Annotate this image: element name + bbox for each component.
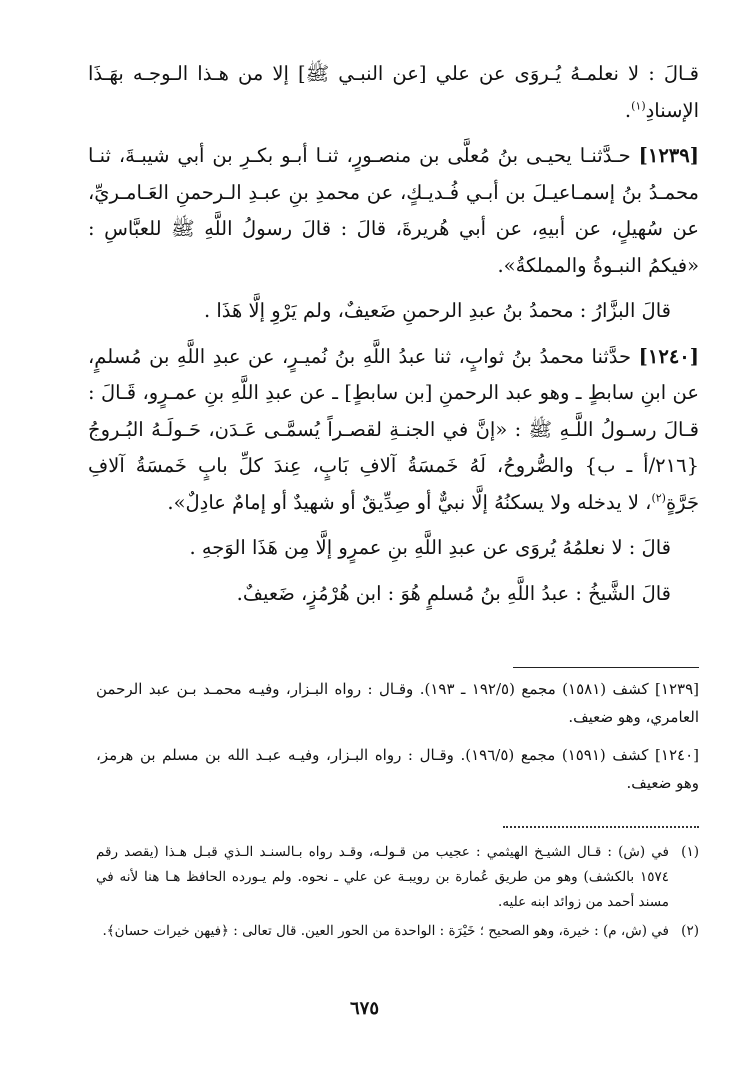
- footnote-2-text: في (ش، م) : خيرة، وهو الصحيح ؛ خَيْرَة : الواحدة من الحور العين. قال تعالى : ﴿فيهن خيرات حسان﴾.: [102, 923, 669, 939]
- footnote-1: [96, 840, 699, 915]
- takhrij-section: [96, 675, 699, 807]
- footnote-2: [96, 919, 699, 944]
- page-body: [88, 56, 699, 612]
- comment-1240: قالَ : لا نعلمُهُ يُروَى عن عبدِ اللَّهِ بنِ عمرٍو إلَّا مِن هَذَا الوَجهِ .: [189, 536, 671, 559]
- footnote-divider: [503, 826, 699, 828]
- hadith-number-1239: [١٢٣٩]: [638, 144, 699, 167]
- isnad-note-text: قـالَ : لا نعلمـهُ يُـروَى عن علي [عن النبـي ﷺ] إلا من هـذا الـوجـه بهَـذَا الإسنادِ: [88, 62, 699, 122]
- hadith-text-1239: حـدَّثنـا يحيـى بنُ مُعلَّى بن منصـورٍ، ثنـا أبـو بكـرِ بن أبي شيبـةَ، ثنـا محمـدُ بنُ إسمـاعيـلَ بن أبـي فُـديـكٍ، عن محمدِ بنِ عبـدِ الـرحمنِ العَـامـريِّ، عن سُهيلٍ، عن أبيهِ، عن أبي هُريرةَ، قالَ : قالَ رسولُ اللَّهِ ﷺ للعبَّاسِ : «فيكمُ النبـوةُ والمملكةُ».: [88, 144, 699, 277]
- footnote-2-mark: (٢): [681, 923, 699, 939]
- hadith-number-1240: [١٢٤٠]: [638, 344, 700, 368]
- hadith-text-1240: حدَّثنا محمدُ بنُ ثوابٍ، ثنا عبدُ اللَّهِ بنُ نُميـرٍ، عن عبدِ اللَّهِ بن مُسلمٍ، عن ابنِ سابطٍ ـ وهو عبد الرحمنِ [بن سابطٍ] ـ عن عبدِ اللَّهِ بنِ عمـرٍو، قَـالَ : قـالَ رسـولُ اللَّـهِ ﷺ : «إنَّ في الجنـةِ لقصـراً يُسمَّـى عَـدَن، حَـولَـهُ البُـروجُ {٢١٦/أ ـ ب} والصُّروحُ، لَهُ خَمسَةُ آلافِ بَابٍ، عِندَ كلِّ بابٍ خَمسَةُ آلافِ جَرَّةٍ: [88, 344, 699, 514]
- footnote-1-mark: (١): [681, 844, 699, 860]
- paragraph-isnad-note: [88, 56, 699, 129]
- hadith-1239: [88, 138, 699, 284]
- page-number: ٦٧٥: [349, 998, 379, 1019]
- takhrij-1239: [١٢٣٩] كشف (١٥٨١) مجمع (١٩٢/٥ ـ ١٩٣). وقـال : رواه البـزار، وفيـه محمـد بـن عبد الرحمن العامري، وهو ضعيف.: [96, 680, 699, 726]
- isnad-note-end: .: [624, 98, 632, 122]
- footnotes-section: [96, 840, 699, 948]
- hadith-1240: [88, 339, 699, 522]
- main-text: [88, 56, 699, 612]
- footnote-ref-1: (١): [631, 99, 646, 112]
- footnote-1-text: في (ش) : قـال الشيـخ الهيثمي : عجيب من قـولـه، وقـد رواه بـالسنـد الـذي قبـل هـذا (يقصد رقم ١٥٧٤ بالكشف) وهو من طريق عُمارة بن رويبـة عن علي ـ نحوه. ولم يـورده الحافظ هـا هنا لأنه في مسند أحمد من زوائد ابنه عليه.: [96, 844, 669, 910]
- footnote-ref-2: (٢): [651, 491, 666, 504]
- hadith-text-1240-end: ، لا يدخله ولا يسكنُهُ إلَّا نبيٌّ أو صِدِّيقٌ أو شهيدٌ أو إمامٌ عادِلٌ».: [167, 490, 652, 514]
- bazzar-comment-1239: قالَ البزَّارُ : محمدُ بنُ عبدِ الرحمنِ ضَعيفٌ، ولم يَرْوِ إلَّا هَذَا .: [203, 299, 671, 322]
- sheikh-comment: قالَ الشَّيخُ : عبدُ اللَّهِ بنُ مُسلمٍ هُوَ : ابن هُرْمُزٍ، ضَعيفٌ.: [236, 581, 671, 605]
- takhrij-divider: [513, 667, 699, 668]
- takhrij-1240: [١٢٤٠] كشف (١٥٩١) مجمع (١٩٦/٥). وقـال : رواه البـزار، وفيـه عبـد الله بن مسلم بن هرمز، وهو ضعيف.: [96, 746, 699, 792]
